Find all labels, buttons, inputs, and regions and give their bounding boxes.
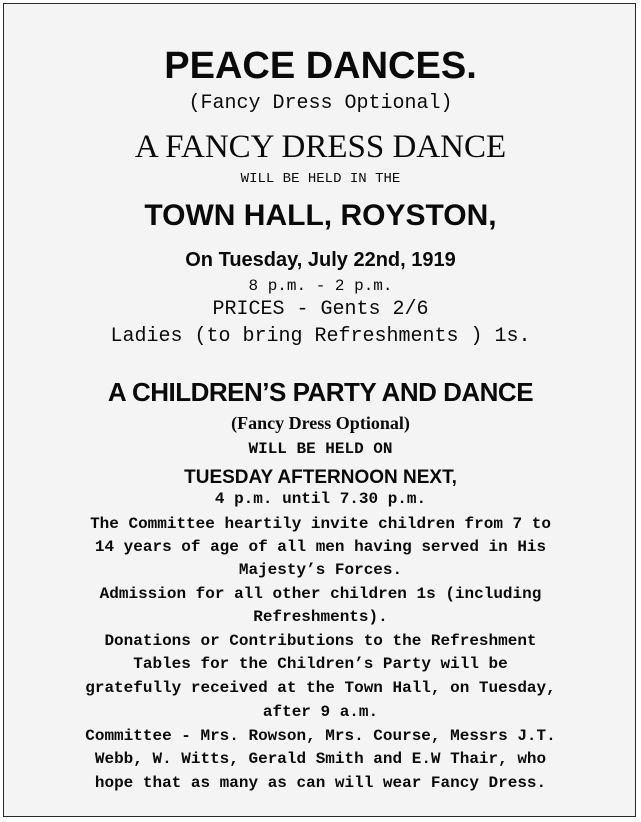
event1-date: On Tuesday, July 22nd, 1919 [185,249,456,271]
event2-body-line: gratefully received at the Town Hall, on Tuesday, [85,679,556,697]
event2-body-line: after 9 a.m. [262,703,379,721]
event1-time: 8 p.m. - 2 p.m. [248,277,393,295]
event2-time: 4 p.m. until 7.30 p.m. [214,490,427,508]
notice-subtitle: (Fancy Dress Optional) [188,92,453,115]
event2-body-line: 14 years of age of all men having served in His [94,538,547,556]
event2-body-line: hope that as many as can will wear Fancy Dress. [94,774,547,792]
event2-body-line: Refreshments). [253,608,388,626]
event1-ladies-price: Ladies (to bring Refreshments ) 1s. [110,325,531,348]
event1-prices: PRICES - Gents 2/6 [212,298,429,321]
event2-when: TUESDAY AFTERNOON NEXT, [184,467,457,488]
event2-heading: A CHILDREN’S PARTY AND DANCE [107,377,534,407]
event1-venue: TOWN HALL, ROYSTON, [144,199,497,232]
event2-held-on: WILL BE HELD ON [248,440,393,458]
event2-body-line: The Committee heartily invite children from 7 to [90,515,551,533]
event2-subtitle: (Fancy Dress Optional) [231,413,410,433]
event2-body-line: Webb, W. Witts, Gerald Smith and E.W Thair, who [94,750,547,768]
event1-heading: A FANCY DRESS DANCE [134,129,507,165]
peace-dances-notice [3,3,636,817]
event2-body-line: Admission for all other children 1s (including [99,585,542,603]
event1-held-in: WILL BE HELD IN THE [240,171,401,187]
event2-body-line: Donations or Contributions to the Refreshment [104,632,537,650]
event2-body-line: Tables for the Children’s Party will be [133,655,508,673]
event2-body-line: Committee - Mrs. Rowson, Mrs. Course, Messrs J.T. [85,727,556,745]
notice-title: PEACE DANCES. [164,45,477,87]
event2-body-line: Majesty’s Forces. [238,561,403,579]
